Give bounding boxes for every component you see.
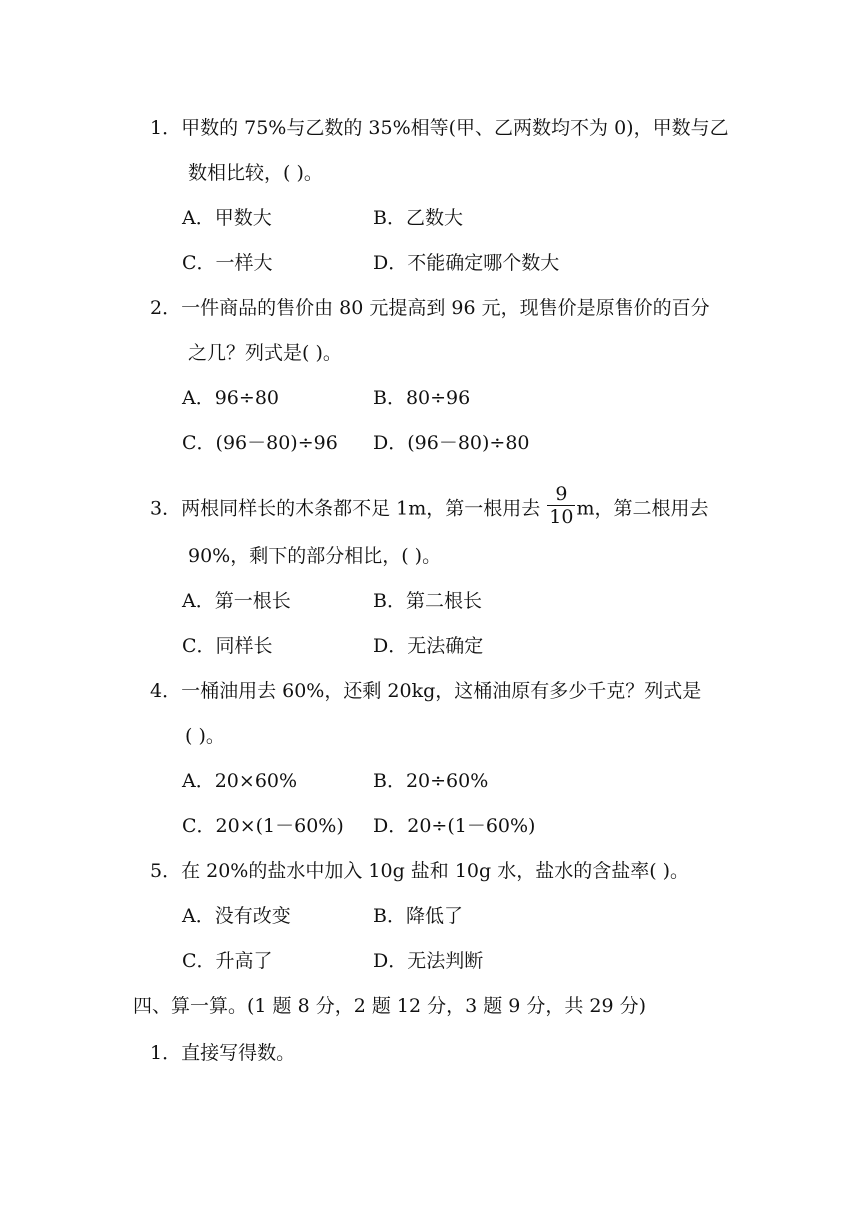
question-3-text-b: m，第二根用去 xyxy=(576,497,709,520)
question-5-option-d: D．无法判断 xyxy=(373,950,484,972)
question-1-line-1: 1．甲数的 75%与乙数的 35%相等(甲、乙两数均不为 0)，甲数与乙 xyxy=(150,117,729,139)
question-4-option-a: A．20×60% xyxy=(182,770,298,792)
section-4-item-1: 1．直接写得数。 xyxy=(150,1042,296,1064)
question-1-option-c: C．一样大 xyxy=(182,252,273,274)
section-4-heading: 四、算一算。(1 题 8 分，2 题 12 分，3 题 9 分，共 29 分) xyxy=(133,995,647,1017)
question-3-option-c: C．同样长 xyxy=(182,635,273,657)
question-1-line-2: 数相比较，( )。 xyxy=(188,162,323,184)
question-1-option-d: D．不能确定哪个数大 xyxy=(373,252,560,274)
question-5-line-1: 5．在 20%的盐水中加入 10g 盐和 10g 水，盐水的含盐率( )。 xyxy=(150,860,690,882)
question-2-option-c: C．(96－80)÷96 xyxy=(182,432,338,454)
fraction-denominator: 10 xyxy=(549,506,574,528)
question-3-text-a: 3．两根同样长的木条都不足 1m，第一根用去 xyxy=(150,497,547,520)
question-2-line-1: 2．一件商品的售价由 80 元提高到 96 元，现售价是原售价的百分 xyxy=(150,297,710,319)
question-4-option-d: D．20÷(1－60%) xyxy=(373,815,536,837)
question-5-option-a: A．没有改变 xyxy=(182,905,291,927)
fraction-numerator: 9 xyxy=(547,483,575,506)
question-4-option-b: B．20÷60% xyxy=(373,770,489,792)
question-4-line-1: 4．一桶油用去 60%，还剩 20kg，这桶油原有多少千克？列式是 xyxy=(150,680,702,702)
question-3-option-a: A．第一根长 xyxy=(182,590,291,612)
question-1-option-b: B．乙数大 xyxy=(373,207,463,229)
question-3-line-2: 90%，剩下的部分相比，( )。 xyxy=(188,545,442,567)
question-2-line-2: 之几？列式是( )。 xyxy=(188,342,342,364)
question-4-line-2: ( )。 xyxy=(185,725,225,747)
fraction-nine-tenths xyxy=(547,483,575,528)
question-3-option-b: B．第二根长 xyxy=(373,590,482,612)
question-4-option-c: C．20×(1－60%) xyxy=(182,815,344,837)
question-3-option-d: D．无法确定 xyxy=(373,635,484,657)
question-1-option-a: A．甲数大 xyxy=(182,207,272,229)
question-2-option-b: B．80÷96 xyxy=(373,387,471,409)
question-5-option-c: C．升高了 xyxy=(182,950,273,972)
question-5-option-b: B．降低了 xyxy=(373,905,463,927)
question-3-line-1 xyxy=(150,483,709,532)
question-2-option-a: A．96÷80 xyxy=(182,387,279,409)
question-2-option-d: D．(96－80)÷80 xyxy=(373,432,530,454)
